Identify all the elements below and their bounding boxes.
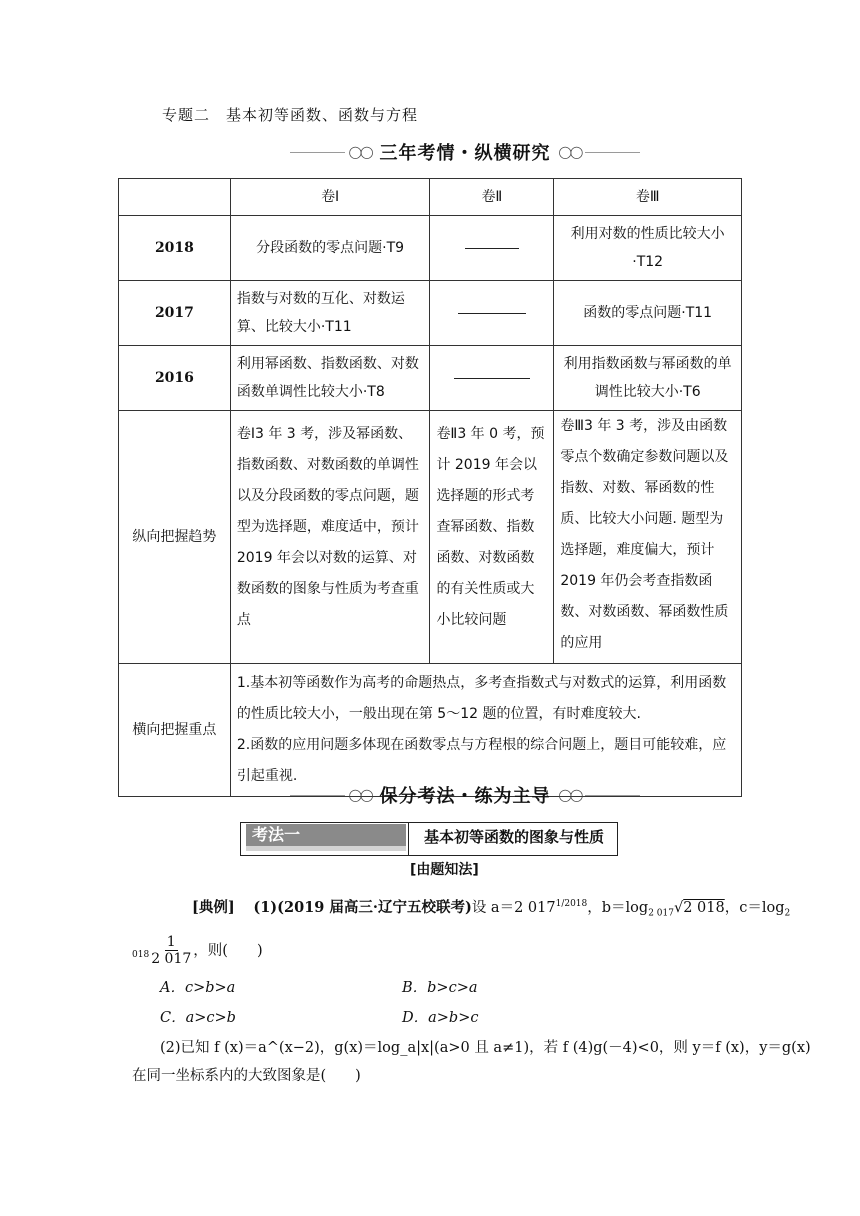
ornament-icon: ◯◯ xyxy=(348,145,372,159)
option-d: D．a>b>c xyxy=(402,1010,479,1026)
table-row-focus xyxy=(119,664,742,797)
fraction-denominator: 2 017 xyxy=(151,951,192,967)
page-header-title: 专题二 基本初等函数、函数与方程 xyxy=(162,106,419,124)
section-banner xyxy=(290,137,640,167)
banner-rule-right xyxy=(585,795,640,796)
sqrt-symbol: √ xyxy=(673,899,684,916)
year-cell: 2017 xyxy=(119,281,231,346)
focus-point: 1.基本初等函数作为高考的命题热点，多考查指数式与对数式的运算，利用函数的性质比较大小，一般出现在第 5～12 题的位置，有时难度较大. xyxy=(236,675,727,722)
method-title: 基本初等函数的图象与性质 xyxy=(423,828,604,846)
table-cell: 卷Ⅰ3 年 3 考，涉及幂函数、指数函数、对数函数的单调性以及分段函数的零点问题，题型为选择题，难度适中，预计 2019 年会以对数的运算、对数函数的图象与性质为考查重点 xyxy=(230,411,430,664)
question-text: ，则( ) xyxy=(193,942,263,959)
option-c: C．a>c>b xyxy=(160,1010,236,1026)
section-banner xyxy=(290,780,640,810)
question-text: ，c＝log xyxy=(724,899,785,916)
option-b: B．b>c>a xyxy=(402,980,478,996)
fraction xyxy=(151,934,191,967)
table-row xyxy=(119,281,742,346)
example-source: (1)(2019 届高三·辽宁五校联考) xyxy=(253,898,472,916)
question-text: 设 a＝2 017 xyxy=(471,899,556,916)
table-header-row xyxy=(119,179,742,216)
method-tag: 考法一 xyxy=(246,824,406,846)
table-cell-blank xyxy=(430,281,554,346)
option-a: A．c>b>a xyxy=(160,980,236,996)
table-cell-merged xyxy=(230,664,741,797)
row-label: 横向把握重点 xyxy=(119,664,231,797)
column-header: 卷Ⅰ xyxy=(230,179,430,216)
table-cell: 分段函数的零点问题·T9 xyxy=(230,216,430,281)
question-text: ，b＝log xyxy=(587,899,649,916)
method-tag-shadow xyxy=(246,846,406,851)
table-row-trend xyxy=(119,411,742,664)
banner-title: 三年考情・纵横研究 xyxy=(379,143,551,164)
banner-rule-right xyxy=(585,152,640,153)
ornament-icon: ◯◯ xyxy=(558,788,582,802)
subsection-label: [由题知法] xyxy=(410,862,479,878)
ornament-icon: ◯◯ xyxy=(348,788,372,802)
sqrt-argument: 2 018 xyxy=(683,899,725,916)
question-2-line-1: (2)已知 f (x)＝a^(x−2)，g(x)＝log_a|x|(a>0 且 a≠1)，若 f (4)g(－4)<0，则 y＝f (x)，y＝g(x) xyxy=(160,1040,811,1056)
banner-rule-left xyxy=(290,795,345,796)
column-header: 卷Ⅱ xyxy=(430,179,554,216)
table-cell: 函数的零点问题·T11 xyxy=(554,281,742,346)
question-2-line-2: 在同一坐标系内的大致图象是( ) xyxy=(132,1068,361,1084)
year-cell: 2018 xyxy=(119,216,231,281)
table-cell: 利用指数函数与幂函数的单调性比较大小·T6 xyxy=(554,346,742,411)
example-label: [典例] xyxy=(192,898,235,916)
table-cell: 利用幂函数、指数函数、对数函数单调性比较大小·T8 xyxy=(230,346,430,411)
log-base: 2 017 xyxy=(648,908,674,919)
table-cell-blank xyxy=(430,216,554,281)
table-cell: 利用对数的性质比较大小·T12 xyxy=(554,216,742,281)
row-label: 纵向把握趋势 xyxy=(119,411,231,664)
column-header: 卷Ⅲ xyxy=(554,179,742,216)
table-corner-cell xyxy=(119,179,231,216)
ornament-icon: ◯◯ xyxy=(558,145,582,159)
log-base-continued: 018 xyxy=(132,950,150,960)
exam-summary-table xyxy=(118,178,742,797)
year-cell: 2016 xyxy=(119,346,231,411)
focus-point: 2.函数的应用问题多体现在函数零点与方程根的综合问题上，题目可能较难，应引起重视. xyxy=(236,737,727,784)
table-row xyxy=(119,346,742,411)
example-line-2 xyxy=(132,934,263,967)
table-cell: 卷Ⅱ3 年 0 考，预计 2019 年会以选择题的形式考查幂函数、指数函数、对数函数的有关性质或大小比较问题 xyxy=(430,411,554,664)
banner-title: 保分考法・练为主导 xyxy=(379,786,551,807)
log-base: 2 xyxy=(784,908,791,919)
table-row xyxy=(119,216,742,281)
table-cell: 卷Ⅲ3 年 3 考，涉及由函数零点个数确定参数问题以及指数、对数、幂函数的性质、比较大小问题. 题型为选择题，难度偏大，预计 2019 年仍会考查指数函数、对数函数、幂函数性质的应用 xyxy=(554,411,742,664)
banner-rule-left xyxy=(290,152,345,153)
example-line-1 xyxy=(192,894,790,924)
table-cell-blank xyxy=(430,346,554,411)
exponent: 1/2018 xyxy=(555,899,588,909)
heading-divider xyxy=(408,822,409,856)
fraction-numerator: 1 xyxy=(166,934,176,950)
table-cell: 指数与对数的互化、对数运算、比较大小·T11 xyxy=(230,281,430,346)
